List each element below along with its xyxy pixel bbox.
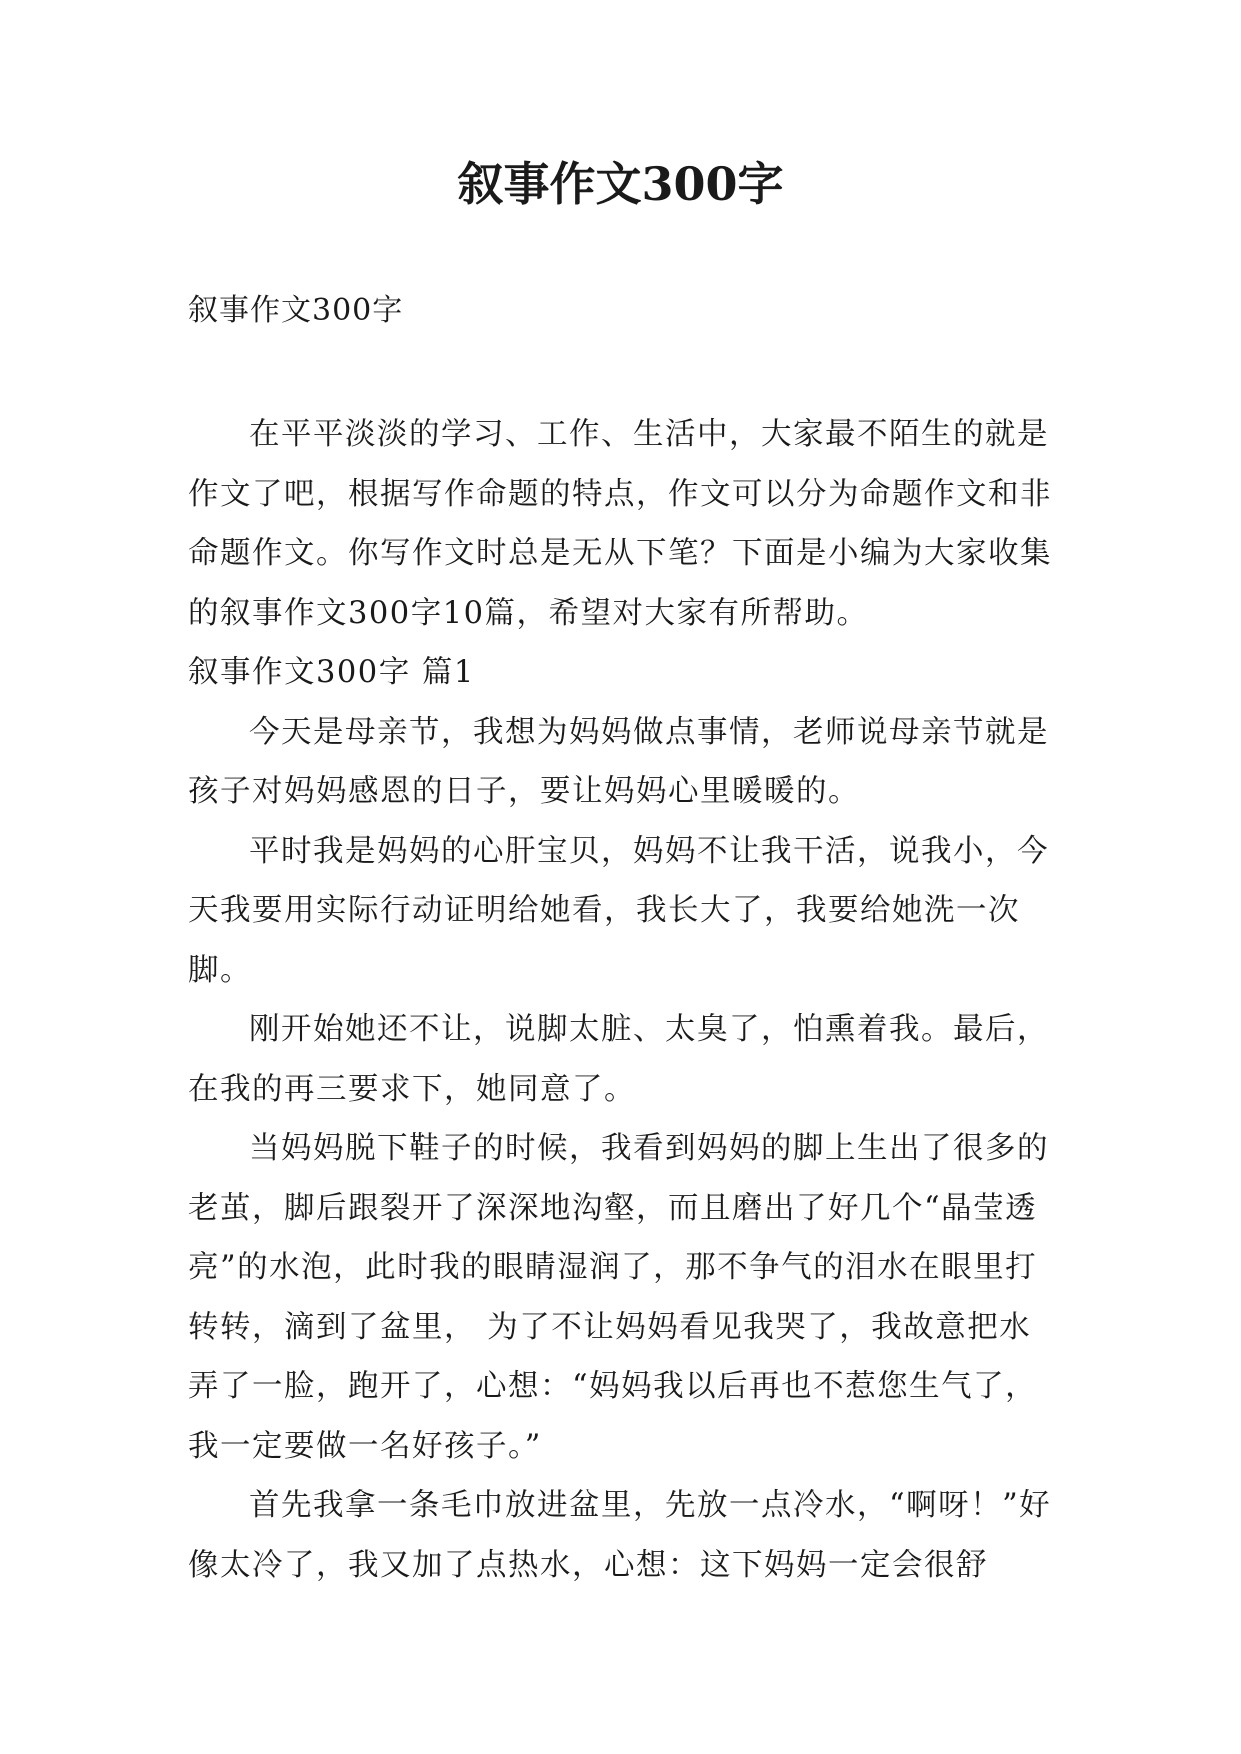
document-title: 叙事作文300字	[457, 157, 784, 211]
document-subtitle: 叙事作文300字	[188, 293, 404, 328]
body-paragraph: 当妈妈脱下鞋子的时候，我看到妈妈的脚上生出了很多的老茧，脚后跟裂开了深深地沟壑，而且磨出了好几个“晶莹透亮”的水泡，此时我的眼睛湿润了，那不争气的泪水在眼里打转转，滴到了盆里， 为了不让妈妈看见我哭了，我故意把水弄了一脸，跑开了，心想：“妈妈我以后再也不惹您生气了，我一定要做一名好孩子。”	[188, 1131, 1049, 1464]
body-paragraph: 刚开始她还不让，说脚太脏、太臭了，怕熏着我。最后，在我的再三要求下，她同意了。	[188, 1012, 1049, 1107]
body-paragraph: 首先我拿一条毛巾放进盆里，先放一点冷水，“啊呀！”好像太冷了，我又加了点热水，心想：这下妈妈一定会很舒	[188, 1488, 1052, 1583]
body-paragraph: 平时我是妈妈的心肝宝贝，妈妈不让我干活，说我小，今天我要用实际行动证明给她看，我长大了，我要给她洗一次脚。	[188, 833, 1049, 988]
document-body	[188, 405, 1058, 1595]
section-heading: 叙事作文300字 篇1	[188, 655, 475, 690]
body-paragraph: 今天是母亲节，我想为妈妈做点事情，老师说母亲节就是孩子对妈妈感恩的日子，要让妈妈心里暖暖的。	[188, 714, 1049, 809]
intro-paragraph: 在平平淡淡的学习、工作、生活中，大家最不陌生的就是作文了吧，根据写作命题的特点，作文可以分为命题作文和非命题作文。你写作文时总是无从下笔？下面是小编为大家收集的叙事作文300字10篇，希望对大家有所帮助。	[188, 417, 1052, 631]
